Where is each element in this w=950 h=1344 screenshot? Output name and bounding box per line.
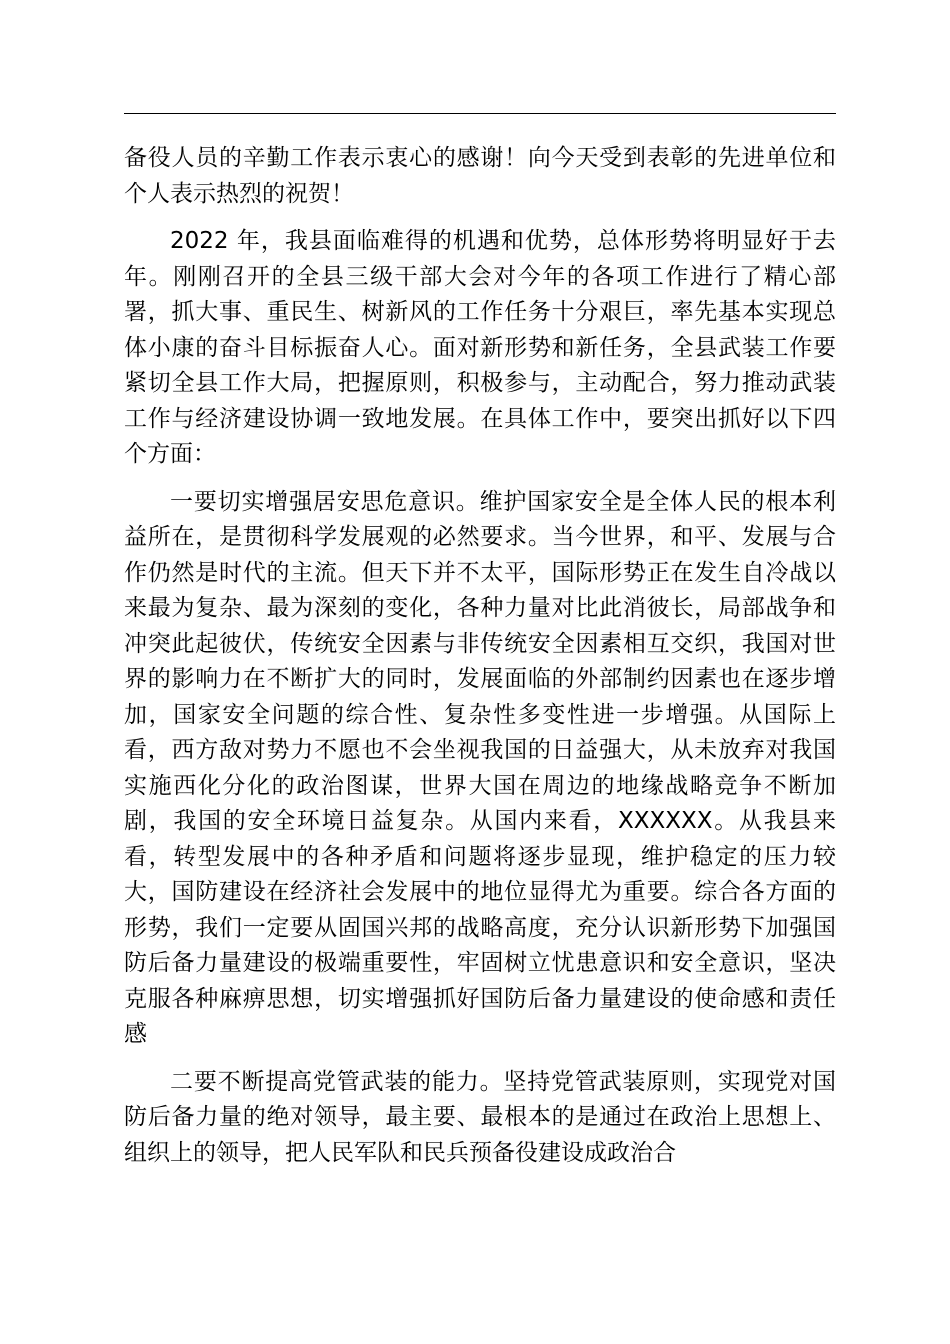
paragraph-point-one: 一要切实增强居安思危意识。维护国家安全是全体人民的根本利益所在，是贯彻科学发展观的必然要求。当今世界，和平、发展与合作仍然是时代的主流。但天下并不太平，国际形势正在发生自冷战以来最为复杂、最为深刻的变化，各种力量对比此消彼长，局部战争和冲突此起彼伏，传统安全因素与非传统安全因素相互交织，我国对世界的影响力在不断扩大的同时，发展面临的外部制约因素也在逐步增加，国家安全问题的综合性、复杂性多变性进一步增强。从国际上看，西方敌对势力不愿也不会坐视我国的日益强大，从未放弃对我国实施西化分化的政治图谋，世界大国在周边的地缘战略竞争不断加剧，我国的安全环境日益复杂。从国内来看，XXXXXX。从我县来看，转型发展中的各种矛盾和问题将逐步显现，维护稳定的压力较大，国防建设在经济社会发展中的地位显得尤为重要。综合各方面的形势，我们一定要从固国兴邦的战略高度，充分认识新形势下加强国防后备力量建设的极端重要性，牢固树立忧患意识和安全意识，坚决克服各种麻痹思想，切实增强抓好国防后备力量建设的使命感和责任感 bbox=[124, 488, 836, 1047]
paragraph-2022-overview: 2022 年，我县面临难得的机遇和优势，总体形势将明显好于去年。刚刚召开的全县三级干部大会对今年的各项工作进行了精心部署，抓大事、重民生、树新风的工作任务十分艰巨，率先基本实现总体小康的奋斗目标振奋人心。面对新形势和新任务，全县武装工作要紧切全县工作大局，把握原则，积极参与，主动配合，努力推动武装工作与经济建设协调一致地发展。在具体工作中，要突出抓好以下四个方面： bbox=[124, 228, 836, 467]
header-rule bbox=[124, 113, 836, 114]
paragraph-point-two: 二要不断提高党管武装的能力。坚持党管武装原则，实现党对国防后备力量的绝对领导，最主要、最根本的是通过在政治上思想上、组织上的领导，把人民军队和民兵预备役建设成政治合 bbox=[124, 1068, 836, 1166]
document-body bbox=[124, 141, 836, 1171]
paragraph-continuation: 备役人员的辛勤工作表示衷心的感谢！向今天受到表彰的先进单位和个人表示热烈的祝贺！ bbox=[124, 145, 836, 207]
